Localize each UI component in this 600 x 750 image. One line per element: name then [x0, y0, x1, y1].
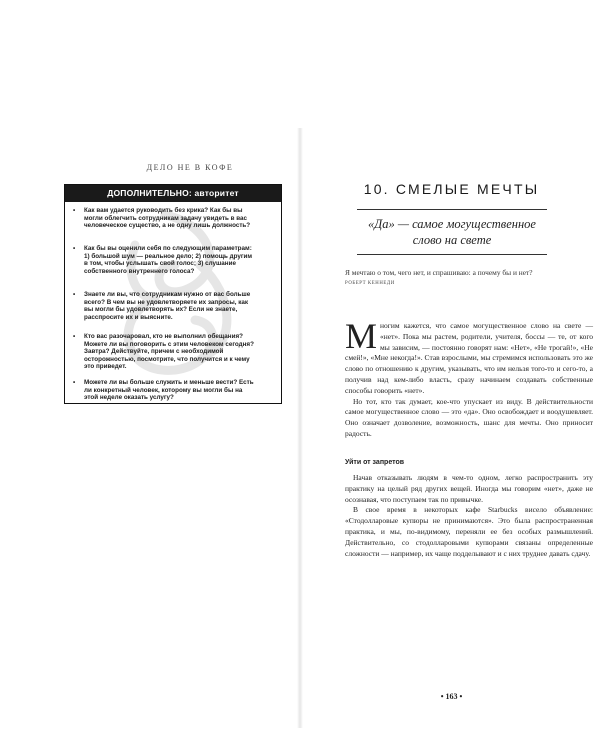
subtitle-line-1: «Да» — самое могущественное — [368, 217, 536, 231]
body-text-block-1 — [345, 316, 593, 440]
paragraph — [345, 316, 593, 397]
sidebar-box — [64, 184, 282, 404]
bullet: • — [73, 291, 76, 298]
paragraph-text: ногим кажется, что самое могущественное слово на свете — «нет». Пока мы растем, родители, учителя, боссы — те, от кого мы зависим, — постоянно говорят нам: «Нет», «Не трогай!», «Не смей!», «Мне некогда!». Став взрослыми, мы стремимся использовать это же слово по отношению к другим, указывать, что им нельзя того-то и сего-то, а получив над кем-либо власть, сразу начинаем создавать собственные способы говорить «нет». — [345, 321, 593, 395]
paragraph: В свое время в некоторых кафе Starbucks висело объявление: «Стодолларовые купюры не принимаются». Это была распространенная практика, и мы, по-видимому, переняли ее без особых размышлений. Действительно, со стодолларовыми купюрами связаны определенные сложности — например, их чаще подделывают и с них труднее давать сдачу. — [345, 505, 593, 558]
bullet: • — [73, 333, 76, 340]
page-number: • 163 • — [440, 692, 463, 701]
bullet: • — [73, 207, 76, 214]
question-text: Как вам удается руководить без крика? Как бы вы могли облегчить сотрудникам задачу увидеть в вас человеческое существо, а не одну лишь должность? — [84, 207, 251, 230]
divider — [357, 209, 547, 210]
bullet: • — [73, 379, 76, 386]
divider — [357, 254, 547, 255]
chapter-title: 10. СМЕЛЫЕ МЕЧТЫ — [363, 181, 540, 197]
drop-cap: М — [345, 316, 378, 356]
question-text: Кто вас разочаровал, кто не выполнил обещания? Можете ли вы поговорить с этим человеком сегодня? Завтра? Действуйте, причем с необходимой осторожностью, посмотрите, что получится и к чему это приведет. — [84, 333, 254, 371]
running-head: ДЕЛО НЕ В КОФЕ — [146, 163, 234, 172]
right-page — [303, 0, 600, 750]
epigraph: Я мечтаю о том, чего нет, и спрашиваю: а почему бы и нет? — [345, 268, 533, 277]
body-text-block-2 — [345, 473, 593, 559]
bullet: • — [73, 245, 76, 252]
question-text: Как бы вы оценили себя по следующим параметрам: 1) большой шум — реальное дело; 2) помощь другим в том, чтобы услышать свой голос; 3) слушание собственного внутреннего голоса? — [84, 245, 253, 275]
paragraph: Начав отказывать людям в чем-то одном, легко распространить эту практику на целый ряд других вещей. Иногда мы говорим «нет», даже не осознавая, что поступаем так по привычке. — [345, 473, 593, 504]
question-text: Можете ли вы больше служить и меньше вести? Есть ли конкретный человек, которому вы могли бы на этой неделе оказать услугу? — [84, 379, 254, 402]
subtitle-line-2: слово на свете — [412, 233, 492, 247]
section-heading: Уйти от запретов — [345, 459, 405, 466]
chapter-subtitle — [357, 216, 547, 248]
paragraph: Но тот, кто так думает, кое-что упускает из виду. В действительности самое могущественное слово — это «да». Оно освобождает и воодушевляет. Оно означает дозволение, возможность, шанс для мечты. Оно приносит радость. — [345, 396, 593, 438]
sidebar-title: ДОПОЛНИТЕЛЬНО: авторитет — [65, 185, 281, 202]
epigraph-author: РОБЕРТ КЕННЕДИ — [345, 281, 395, 286]
left-page — [0, 0, 297, 750]
question-text: Знаете ли вы, что сотрудникам нужно от вас больше всего? В чем вы не удовлетворяете их запросы, как вы могли бы удовлетворять их? Если не знаете, расспросите их и выясните. — [84, 291, 251, 321]
